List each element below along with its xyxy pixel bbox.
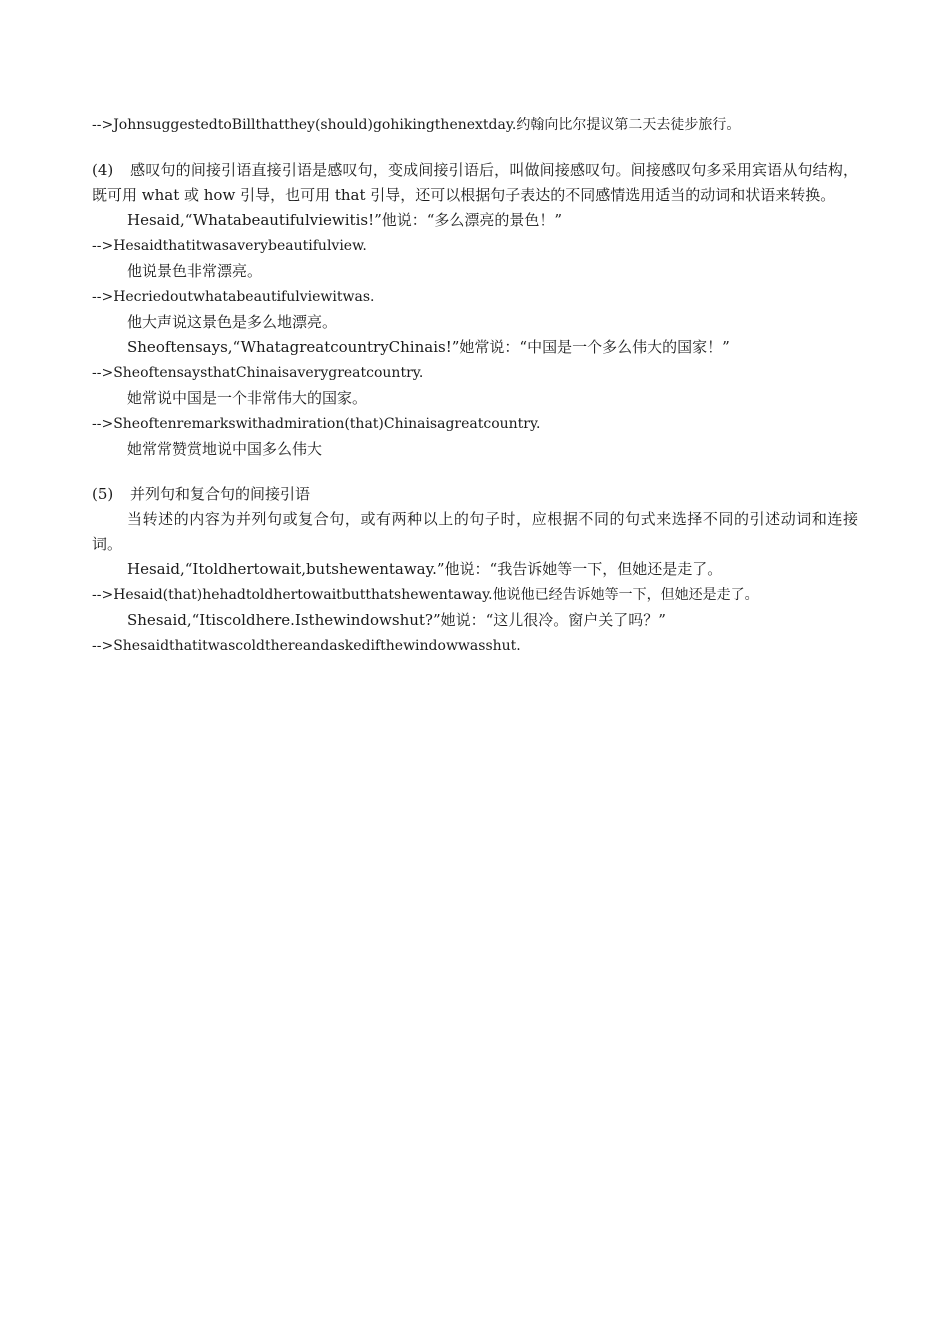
section-number: (5) <box>92 485 114 503</box>
paragraph-gap <box>92 138 862 158</box>
section-5-heading <box>92 482 862 507</box>
text-line: -->JohnsuggestedtoBillthatthey(should)gohikingthenextday.约翰向比尔提议第二天去徒步旅行。 <box>92 117 741 133</box>
converted-sentence: -->Shesaidthatitwascoldthereandaskedifthewindowwasshut. <box>92 638 521 654</box>
example-sentence: Hesaid,“Whatabeautifulviewitis!”他说：“多么漂亮的景色！” <box>127 211 563 229</box>
section-text: 感叹句的间接引语直接引语是感叹句，变成间接引语后，叫做间接感叹句。间接感叹句多采用宾语从句结构，既可用 what 或 how 引导，也可用 that 引导，还可以根据句子表达的不同感情选用适当的动词和状语来转换。 <box>92 161 858 204</box>
section-5-body: 当转述的内容为并列句或复合句，或有两种以上的句子时，应根据不同的句式来选择不同的引述动词和连接词。 <box>92 510 858 553</box>
translation: 她常说中国是一个非常伟大的国家。 <box>127 389 368 407</box>
converted-sentence: -->Hesaid(that)hehadtoldhertowaitbutthatshewentaway.他说他已经告诉她等一下，但她还是走了。 <box>92 587 759 603</box>
document-page <box>92 112 862 659</box>
section-text: 并列句和复合句的间接引语 <box>130 485 311 503</box>
section-number: (4) <box>92 161 114 179</box>
converted-sentence: -->Hecriedoutwhatabeautifulviewitwas. <box>92 289 375 305</box>
translation: 他说景色非常漂亮。 <box>127 262 263 280</box>
example-sentence: Shesaid,“Itiscoldhere.Isthewindowshut?”她说：“这儿很冷。窗户关了吗？” <box>127 611 666 629</box>
section-4-heading <box>92 158 858 208</box>
translation: 她常常赞赏地说中国多么伟大 <box>127 440 323 458</box>
converted-sentence: -->Hesaidthatitwasaverybeautifulview. <box>92 238 367 254</box>
example-sentence: Hesaid,“Itoldhertowait,butshewentaway.”他说：“我告诉她等一下，但她还是走了。 <box>127 560 723 578</box>
converted-sentence: -->SheoftensaysthatChinaisaverygreatcountry. <box>92 365 424 381</box>
paragraph-gap <box>92 462 862 482</box>
translation: 他大声说这景色是多么地漂亮。 <box>127 313 338 331</box>
converted-sentence: -->Sheoftenremarkswithadmiration(that)Chinaisagreatcountry. <box>92 416 541 432</box>
example-sentence: Sheoftensays,“WhatagreatcountryChinais!”她常说：“中国是一个多么伟大的国家！” <box>127 338 730 356</box>
